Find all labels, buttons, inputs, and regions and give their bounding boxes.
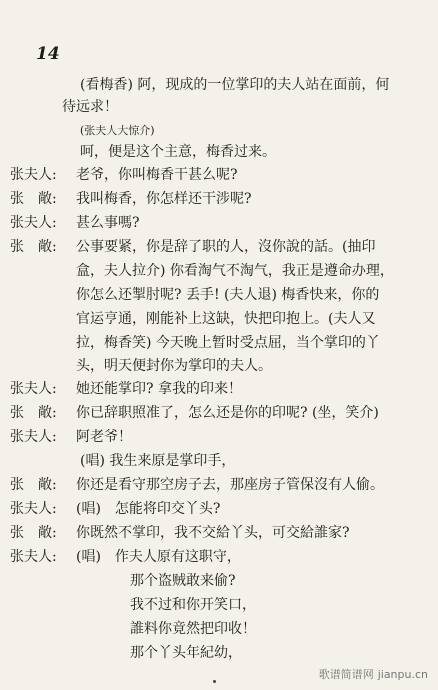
text-line: 头，明天便封你为掌印的夫人。 xyxy=(76,358,272,374)
speaker-label: 张夫人: xyxy=(10,381,57,397)
dialogue-line: 张 敞: 你已辞职照准了，怎么还是你的印呢? (坐，笑介) xyxy=(10,405,379,421)
text-line: (看梅香) 阿，现成的一位掌印的夫人站在面前，何 xyxy=(80,77,390,93)
dialogue-line: 张夫人: 阿老爷！ xyxy=(10,429,132,445)
dialogue-line: 张 敞: 你还是看守那空房子去，那座房子管保沒有人偷。 xyxy=(10,477,384,493)
watermark-url: jianpu.cn xyxy=(377,668,428,681)
text-line: 待远求！ xyxy=(62,99,118,115)
speaker-label: 张夫人: xyxy=(10,167,57,183)
dialogue-line: 张夫人: 甚么事嗎? xyxy=(10,215,140,231)
stage-direction: (张夫人大惊介) xyxy=(80,124,155,137)
speaker-label: 张夫人: xyxy=(10,215,57,231)
sung-line: 那个丫头年紀幼， xyxy=(130,645,242,661)
text-line: 拉，梅香笑) 今天晚上暂时受点屈，当个掌印的丫 xyxy=(76,335,380,351)
text-line: 你怎么还掣肘呢? 丢手! (夫人退) 梅香快来，你的 xyxy=(76,287,380,303)
speaker-label: 张 敞: xyxy=(10,525,57,541)
watermark-name: 歌谱简谱网 xyxy=(318,668,374,681)
speaker-label: 张 敞: xyxy=(10,405,57,421)
speaker-label: 张夫人: xyxy=(10,501,57,517)
dialogue-line: 张 敞: 你既然不掌印，我不交給丫头，可交給誰家? xyxy=(10,525,350,541)
speaker-label: 张夫人: xyxy=(10,549,57,565)
dialogue-line: 张夫人: 老爷，你叫梅香干甚么呢? xyxy=(10,167,238,183)
ink-dot xyxy=(213,680,216,683)
speaker-label: 张 敞: xyxy=(10,239,57,255)
page-number: 14 xyxy=(36,44,60,64)
dialogue-line: 张 敞: 公事要紧，你是辞了职的人，沒你說的話。(抽印 xyxy=(10,239,376,255)
speaker-label: 张 敞: xyxy=(10,191,57,207)
speaker-label: 张夫人: xyxy=(10,429,57,445)
speaker-label: 张 敞: xyxy=(10,477,57,493)
text-line: 官运亨通，刚能补上这缺，快把印抱上。(夫人又 xyxy=(76,311,376,327)
dialogue-line: 张夫人: 她还能掌印? 拿我的印来！ xyxy=(10,381,242,397)
sung-line: 那个盗贼敢来偷? xyxy=(130,573,236,589)
sung-line: (唱) 我生来原是掌印手， xyxy=(80,453,236,469)
sung-line: 我不过和你开笑口， xyxy=(130,597,256,613)
dialogue-line: 张 敞: 我叫梅香，你怎样还干涉呢? xyxy=(10,191,252,207)
text-line: 呵，便是这个主意，梅香过来。 xyxy=(80,144,276,160)
text-line: 盒，夫人拉介) 你看淘气不淘气，我正是遵命办理， xyxy=(76,263,394,279)
dialogue-line: 张夫人: (唱) 作夫人原有这职守， xyxy=(10,549,241,565)
sung-line: 誰料你竟然把印收！ xyxy=(130,621,256,637)
watermark xyxy=(319,666,428,682)
dialogue-line: 张夫人: (唱) 怎能将印交丫头? xyxy=(10,501,221,517)
